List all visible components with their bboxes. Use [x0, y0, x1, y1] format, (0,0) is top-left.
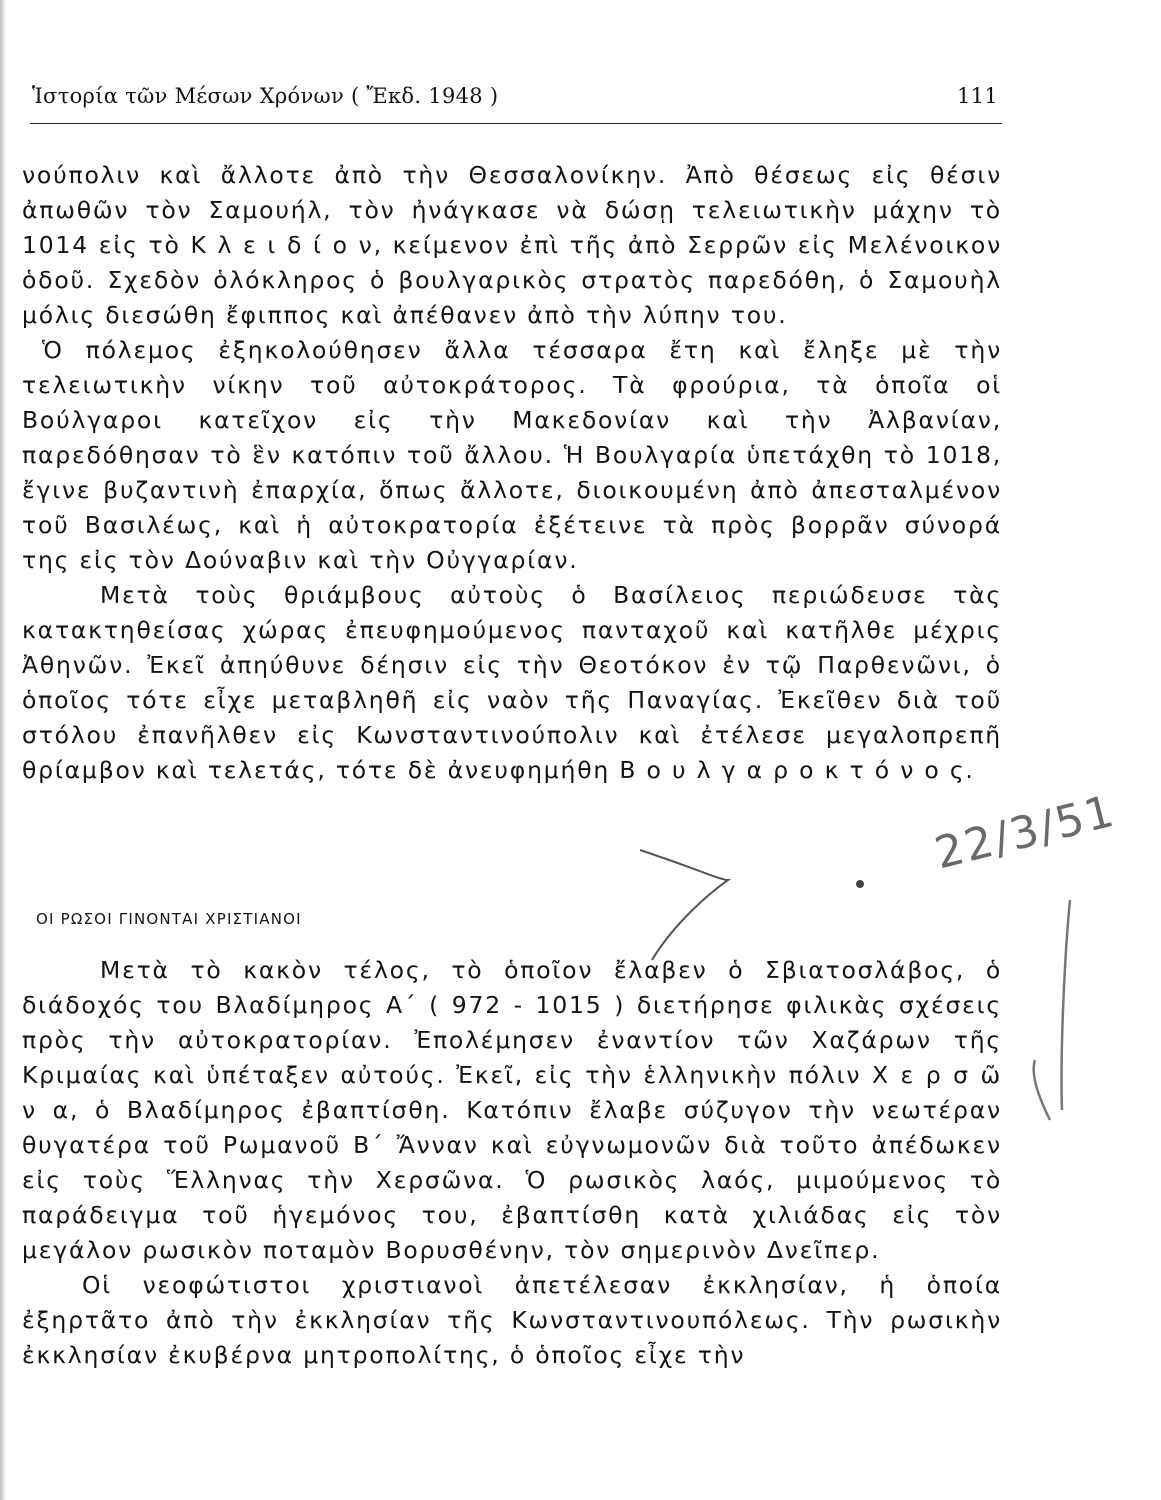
paragraph: Οἱ νεοφώτιστοι χριστιανοὶ ἀπετέλεσαν ἐκκλησίαν, ἡ ὁποία ἐξηρτᾶτο ἀπὸ τὴν ἐκκλησίαν τῆς Κωνσταντινουπόλεως. Τὴν ρωσικὴν ἐκκλησίαν ἐκυβέρνα μητροπολίτης, ὁ ὁποῖος εἶχε τὴν: [22, 1271, 1002, 1369]
section-heading: ΟΙ ΡΩΣΟΙ ΓΙΝΟΝΤΑΙ ΧΡΙΣΤΙΑΝΟΙ: [36, 910, 302, 928]
page-header: [32, 84, 998, 108]
paragraph: Ὁ πόλεμος ἐξηκολούθησεν ἄλλα τέσσαρα ἔτη καὶ ἔληξε μὲ τὴν τελειωτικὴν νίκην τοῦ αὐτοκράτορος. Τὰ φρούρια, τὰ ὁποῖα οἱ Βούλγαροι κατεῖχον εἰς τὴν Μακεδονίαν καὶ τὴν Ἀλβανίαν, παρεδόθησαν τὸ ἓν κατόπιν τοῦ ἄλλου. Ἡ Βουλγαρία ὑπετάχθη τὸ 1018, ἔγινε βυζαντινὴ ἐπαρχία, ὅπως ἄλλοτε, διοικουμένη ἀπὸ ἀπεσταλμένον τοῦ Βασιλέως, καὶ ἡ αὐτοκρατορία ἐξέτεινε τὰ πρὸς βορρᾶν σύνορά της εἰς τὸν Δούναβιν καὶ τὴν Οὐγγαρίαν.: [22, 336, 1002, 574]
paragraph: Μετὰ τοὺς θριάμβους αὐτοὺς ὁ Βασίλειος περιώδευσε τὰς κατακτηθείσας χώρας ἐπευφημούμενος πανταχοῦ καὶ κατῆλθε μέχρις Ἀθηνῶν. Ἐκεῖ ἀπηύθυνε δέησιν εἰς τὴν Θεοτόκον ἐν τῷ Παρθενῶνι, ὁ ὁποῖος τότε εἶχε μεταβληθῆ εἰς ναὸν τῆς Παναγίας. Ἐκεῖθεν διὰ τοῦ στόλου ἐπανῆλθεν εἰς Κωνσταντινούπολιν καὶ ἐτέλεσε μεγαλοπρεπῆ θρίαμβον καὶ τελετάς, τότε δὲ ἀνευφημήθη Β ο υ λ γ α ρ ο κ τ ό ν ο ς.: [22, 581, 1002, 784]
main-text: [22, 158, 1002, 788]
running-title: Ἱστορία τῶν Μέσων Χρόνων ( Ἔκδ. 1948 ): [32, 84, 499, 108]
paragraph: νούπολιν καὶ ἄλλοτε ἀπὸ τὴν Θεσσαλονίκην. Ἀπὸ θέσεως εἰς θέσιν ἀπωθῶν τὸν Σαμουήλ, τὸν ἠνάγκασε νὰ δώσῃ τελειωτικὴν μάχην τὸ 1014 εἰς τὸ Κ λ ε ι δ ί ο ν, κείμενον ἐπὶ τῆς ἀπὸ Σερρῶν εἰς Μελένοικον ὁδοῦ. Σχεδὸν ὁλόκληρος ὁ βουλγαρικὸς στρατὸς παρεδόθη, ὁ Σαμουὴλ μόλις διεσώθη ἔφιππος καὶ ἀπέθανεν ἀπὸ τὴν λύπην του.: [22, 161, 1002, 329]
section-text: [22, 953, 1002, 1373]
handwritten-date: 22/3/51: [930, 785, 1121, 880]
paragraph: Μετὰ τὸ κακὸν τέλος, τὸ ὁποῖον ἔλαβεν ὁ Σβιατοσλάβος, ὁ διάδοχός του Βλαδίμηρος Α΄ ( 972 - 1015 ) διετήρησε φιλικὰς σχέσεις πρὸς τὴν αὐτοκρατορίαν. Ἐπολέμησεν ἐναντίον τῶν Χαζάρων τῆς Κριμαίας καὶ ὑπέταξεν αὐτούς. Ἐκεῖ, εἰς τὴν ἑλληνικὴν πόλιν Χ ε ρ σ ῶ ν α, ὁ Βλαδίμηρος ἐβαπτίσθη. Κατόπιν ἔλαβε σύζυγον τὴν νεωτέραν θυγατέρα τοῦ Ρωμανοῦ Β΄ Ἄνναν καὶ εὐγνωμονῶν διὰ τοῦτο ἀπέδωκεν εἰς τοὺς Ἕλληνας τὴν Χερσῶνα. Ὁ ρωσικὸς λαός, μιμούμενος τὸ παράδειγμα τοῦ ἡγεμόνος του, ἐβαπτίσθη κατὰ χιλιάδας εἰς τὸν μεγάλον ρωσικὸν ποταμὸν Βορυσθένην, τὸν σημερινὸν Δνεῖπερ.: [22, 956, 1002, 1264]
scan-edge-shadow: [0, 0, 6, 1500]
page-number: 111: [957, 84, 998, 108]
header-rule: [30, 123, 1002, 124]
